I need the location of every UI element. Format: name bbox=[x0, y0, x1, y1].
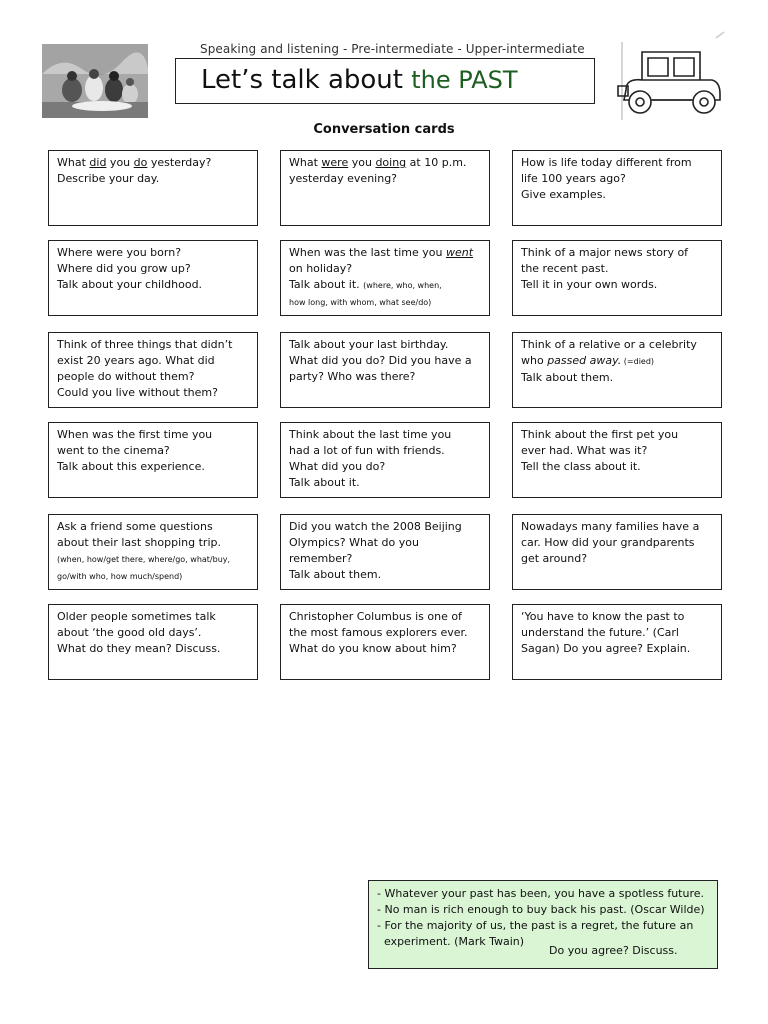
card-text: What did you do? bbox=[289, 460, 386, 473]
card-text: Christopher Columbus is one of bbox=[289, 610, 462, 623]
card-text: remember? bbox=[289, 552, 353, 565]
card-text: Talk about this experience. bbox=[57, 460, 205, 473]
card-text: you bbox=[348, 156, 376, 169]
card-line bbox=[57, 155, 249, 171]
card-line bbox=[521, 353, 713, 370]
quote-line: - Whatever your past has been, you have a spotless future. bbox=[377, 887, 704, 900]
card-text: (=died) bbox=[621, 357, 655, 366]
card-text: What do they mean? Discuss. bbox=[57, 642, 221, 655]
card-line bbox=[521, 459, 713, 475]
conversation-card bbox=[48, 150, 258, 226]
card-text: Describe your day. bbox=[57, 172, 160, 185]
card-line bbox=[57, 443, 249, 459]
card-line bbox=[289, 475, 481, 491]
card-text: Talk about your last birthday. bbox=[289, 338, 449, 351]
card-text: went bbox=[446, 246, 474, 259]
card-text: who bbox=[521, 354, 548, 367]
card-line bbox=[521, 187, 713, 203]
card-line bbox=[57, 519, 249, 535]
card-text: the most famous explorers ever. bbox=[289, 626, 468, 639]
card-line bbox=[57, 171, 249, 187]
card-line bbox=[57, 641, 249, 657]
card-line bbox=[57, 459, 249, 475]
card-text: how long, with whom, what see/do) bbox=[289, 298, 432, 307]
card-line bbox=[57, 245, 249, 261]
card-text: did bbox=[89, 156, 107, 169]
card-text: Could you live without them? bbox=[57, 386, 218, 399]
card-text: (when, how/get there, where/go, what/buy, bbox=[57, 555, 231, 564]
card-line bbox=[57, 261, 249, 277]
card-line bbox=[57, 427, 249, 443]
card-text: ever had. What was it? bbox=[521, 444, 648, 457]
card-text: Where were you born? bbox=[57, 246, 182, 259]
card-text: Give examples. bbox=[521, 188, 606, 201]
card-line bbox=[57, 369, 249, 385]
card-line bbox=[289, 443, 481, 459]
conversation-card bbox=[512, 150, 722, 226]
card-line bbox=[289, 459, 481, 475]
card-text: What bbox=[289, 156, 322, 169]
vintage-picnic-photo bbox=[42, 44, 148, 118]
card-line bbox=[521, 551, 713, 567]
card-line bbox=[57, 385, 249, 401]
card-line bbox=[289, 337, 481, 353]
card-text: car. How did your grandparents bbox=[521, 536, 695, 549]
card-text: Nowadays many families have a bbox=[521, 520, 700, 533]
card-text: go/with who, how much/spend) bbox=[57, 572, 183, 581]
card-line bbox=[57, 568, 249, 585]
card-text: Tell it in your own words. bbox=[521, 278, 658, 291]
card-text: about their last shopping trip. bbox=[57, 536, 221, 549]
card-line bbox=[521, 155, 713, 171]
card-text: How is life today different from bbox=[521, 156, 692, 169]
card-text: ‘You have to know the past to bbox=[521, 610, 685, 623]
card-text: about ‘the good old days’. bbox=[57, 626, 202, 639]
quote-line: - For the majority of us, the past is a regret, the future an bbox=[377, 919, 694, 932]
quote-line: - No man is rich enough to buy back his past. (Oscar Wilde) bbox=[377, 903, 705, 916]
card-text: do bbox=[133, 156, 148, 169]
card-line bbox=[289, 294, 481, 311]
card-text: Think of a relative or a celebrity bbox=[521, 338, 697, 351]
conversation-card bbox=[48, 422, 258, 498]
card-line bbox=[521, 535, 713, 551]
card-text: the recent past. bbox=[521, 262, 609, 275]
card-text: yesterday? bbox=[147, 156, 212, 169]
conversation-card bbox=[280, 604, 490, 680]
title-text: Let’s talk about bbox=[201, 65, 412, 95]
card-line bbox=[57, 609, 249, 625]
conversation-card bbox=[48, 332, 258, 408]
card-line bbox=[289, 261, 481, 277]
quote-line: experiment. (Mark Twain) bbox=[377, 935, 525, 948]
card-text: Talk about them. bbox=[289, 568, 382, 581]
card-line bbox=[521, 427, 713, 443]
card-text: doing bbox=[375, 156, 407, 169]
card-text: Did you watch the 2008 Beijing bbox=[289, 520, 462, 533]
card-line bbox=[521, 609, 713, 625]
card-line bbox=[289, 245, 481, 261]
vintage-car-icon bbox=[612, 30, 728, 130]
card-line bbox=[289, 625, 481, 641]
card-text: Olympics? What do you bbox=[289, 536, 419, 549]
card-line bbox=[521, 443, 713, 459]
conversation-card bbox=[280, 332, 490, 408]
card-text: on holiday? bbox=[289, 262, 353, 275]
card-text: Sagan) Do you agree? Explain. bbox=[521, 642, 691, 655]
card-line bbox=[289, 535, 481, 551]
page-title bbox=[201, 65, 518, 95]
conversation-card bbox=[512, 240, 722, 316]
discussion-prompt: Do you agree? Discuss. bbox=[549, 944, 678, 957]
card-line bbox=[289, 427, 481, 443]
card-line bbox=[521, 277, 713, 293]
card-text: Talk about your childhood. bbox=[57, 278, 203, 291]
card-line bbox=[289, 609, 481, 625]
card-text: understand the future.’ (Carl bbox=[521, 626, 679, 639]
card-line bbox=[521, 519, 713, 535]
card-line bbox=[289, 353, 481, 369]
conversation-card bbox=[48, 240, 258, 316]
conversation-card bbox=[512, 514, 722, 590]
card-text: party? Who was there? bbox=[289, 370, 416, 383]
card-text: yesterday evening? bbox=[289, 172, 398, 185]
card-text: Older people sometimes talk bbox=[57, 610, 216, 623]
card-text: at 10 p.m. bbox=[406, 156, 467, 169]
quotes-box bbox=[368, 880, 718, 969]
conversation-card bbox=[512, 604, 722, 680]
card-line bbox=[521, 245, 713, 261]
card-line bbox=[289, 519, 481, 535]
title-box bbox=[175, 58, 595, 104]
card-text: Talk about it. bbox=[289, 278, 364, 291]
conversation-card bbox=[48, 514, 258, 590]
card-text: exist 20 years ago. What did bbox=[57, 354, 215, 367]
section-heading: Conversation cards bbox=[313, 122, 455, 137]
card-line bbox=[57, 625, 249, 641]
card-text: passed away. bbox=[547, 354, 622, 367]
card-line bbox=[57, 535, 249, 551]
conversation-card bbox=[48, 604, 258, 680]
card-text: Think of a major news story of bbox=[521, 246, 689, 259]
conversation-card bbox=[512, 332, 722, 408]
card-line bbox=[521, 370, 713, 386]
card-text: people do without them? bbox=[57, 370, 195, 383]
card-text: Think about the first pet you bbox=[521, 428, 679, 441]
card-text: had a lot of fun with friends. bbox=[289, 444, 445, 457]
card-text: When was the first time you bbox=[57, 428, 213, 441]
card-line bbox=[521, 641, 713, 657]
card-text: Ask a friend some questions bbox=[57, 520, 213, 533]
card-line bbox=[289, 155, 481, 171]
card-line bbox=[289, 641, 481, 657]
card-text: you bbox=[106, 156, 134, 169]
card-line bbox=[57, 337, 249, 353]
card-text: What did you do? Did you have a bbox=[289, 354, 472, 367]
conversation-card bbox=[280, 150, 490, 226]
card-line bbox=[289, 369, 481, 385]
card-text: What bbox=[57, 156, 90, 169]
card-line bbox=[57, 353, 249, 369]
card-text: Talk about them. bbox=[521, 371, 614, 384]
card-text: life 100 years ago? bbox=[521, 172, 626, 185]
card-line bbox=[289, 551, 481, 567]
card-text: Think of three things that didn’t bbox=[57, 338, 233, 351]
card-text: went to the cinema? bbox=[57, 444, 170, 457]
card-text: Think about the last time you bbox=[289, 428, 452, 441]
card-text: What do you know about him? bbox=[289, 642, 457, 655]
card-text: Where did you grow up? bbox=[57, 262, 191, 275]
card-text: (where, who, when, bbox=[363, 281, 442, 290]
card-line bbox=[521, 625, 713, 641]
card-line bbox=[289, 171, 481, 187]
conversation-card bbox=[512, 422, 722, 498]
card-text: were bbox=[321, 156, 349, 169]
card-line bbox=[521, 337, 713, 353]
card-text: Talk about it. bbox=[289, 476, 360, 489]
title-accent: the PAST bbox=[411, 66, 518, 94]
card-line bbox=[57, 277, 249, 293]
card-line bbox=[289, 567, 481, 583]
conversation-card bbox=[280, 240, 490, 316]
card-text: get around? bbox=[521, 552, 588, 565]
card-line bbox=[521, 171, 713, 187]
card-text: Tell the class about it. bbox=[521, 460, 641, 473]
card-text: When was the last time you bbox=[289, 246, 446, 259]
card-line bbox=[521, 261, 713, 277]
conversation-card bbox=[280, 514, 490, 590]
conversation-card bbox=[280, 422, 490, 498]
card-line bbox=[289, 277, 481, 294]
card-line bbox=[57, 551, 249, 568]
subtitle: Speaking and listening - Pre-intermediate - Upper-intermediate bbox=[200, 42, 585, 56]
